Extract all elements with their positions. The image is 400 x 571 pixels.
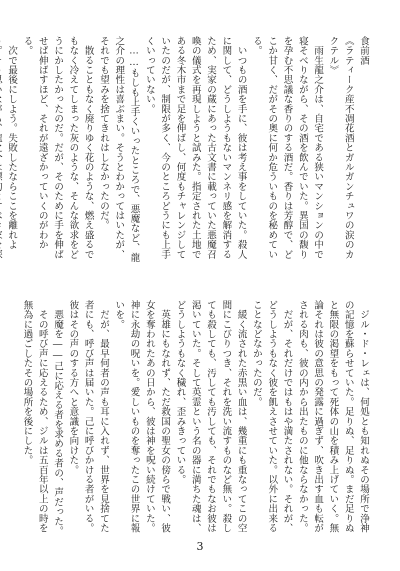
paragraph: いつもの酒を手に、彼は考え事をしていた。殺人に関して、どうしようもないマンネリ感を解消するため、実家の蔵にあった古文書に載っていた悪魔召喚の儀式を再現しようと試みた。指定された土地である冬木市まで足を伸ばし、何度もチャレンジしていたのだが、制限が多く、今のところどうにも上手くいっていない。 <box>143 36 247 260</box>
paragraph: 雨生龍之介は、自宅である狭いマンションの中で寝そべりながら、その酒を飲んでいた。異国の馥りを孕む不思議な香りのする酒だ。香りは芳醇で、どこか甘く、だがその奥に何か危ういものを秘めている。 <box>250 36 324 260</box>
paragraph: 次で最後にしよう。失敗したならここを離れよ <box>6 45 18 250</box>
paragraph: だが、最早何者の声も耳に入れず、世界を見捨てた者にも、呼び声は届いた。己に呼びかける者がいる。彼はその声のする方へと意識を向けた。 <box>67 300 109 533</box>
paragraph: ジル・ド・レェは、何処とも知れぬその場所で浄神の記憶を蘇らせていた。足りぬ、足りぬ。まだ足りぬと無限の渇望をもって死体の山を積み上げていく。無論それは彼の意思の発露に過ぎず、吹き出す血も転がされる肉も、彼の内から出たものに他ならなかった。 <box>296 300 369 533</box>
lower-paragraphs <box>19 300 371 536</box>
upper-paragraphs <box>0 36 325 268</box>
lower-text-block <box>21 300 371 536</box>
paragraph: その呼び声に応えるため、ジルは五百年以上の時を無為に過ごしたその場所を後にした。 <box>21 300 48 533</box>
section-title: 食前酒 <box>358 36 369 66</box>
page-number: 3 <box>196 540 204 553</box>
upper-text-block <box>6 36 371 268</box>
paragraph: 悪魔を――己に応える者を求める者の、声だった。 <box>52 300 64 536</box>
section-subtitle: 《ラティーク産不凋花酒とガルガンチュワの涙のカクテル》 <box>327 36 354 260</box>
paragraph: 英雄にもなれず、ただ救国の聖女の傍らで戦い、彼女を奪われたあの日から、彼は神を呪い続けていた。神に永劫の呪いを。愛しいものを奪ったこの世界に報いを。 <box>113 300 171 533</box>
paragraph: ……もしも上手くいったところで、悪魔など、龍之介の理性は喜ぶまい。そうとわかってはいたが、それでも望みを捨てきれはしなかったのだ。 <box>97 36 140 263</box>
paragraph: 緩く流された赤黒い血は、幾重にも重なってこの空間にこびりつき、それを洗い流すものなど無い。殺しても殺しても、汚しても汚しても、それでもなお彼は渇いていた。そして英霊という名の器に満ちた魂は、どうしようもなく穢れ、歪みきっている。 <box>174 300 247 533</box>
paragraph: 散ることもなく廃りゆく花のような、燃え盛るでもなく冷えてしまった灰のような、そんな欲求をどうにかしたかったのだ。だが、そのために手を伸ばせば伸ばすほど、それが遠ざかっていくのがわかる。 <box>21 36 94 260</box>
paragraph: だが、それだけではもはや満たされない。それが、どうしようもなく彼を飢えさせていた。以外に出来ることなどなかったのだ。 <box>250 300 293 533</box>
